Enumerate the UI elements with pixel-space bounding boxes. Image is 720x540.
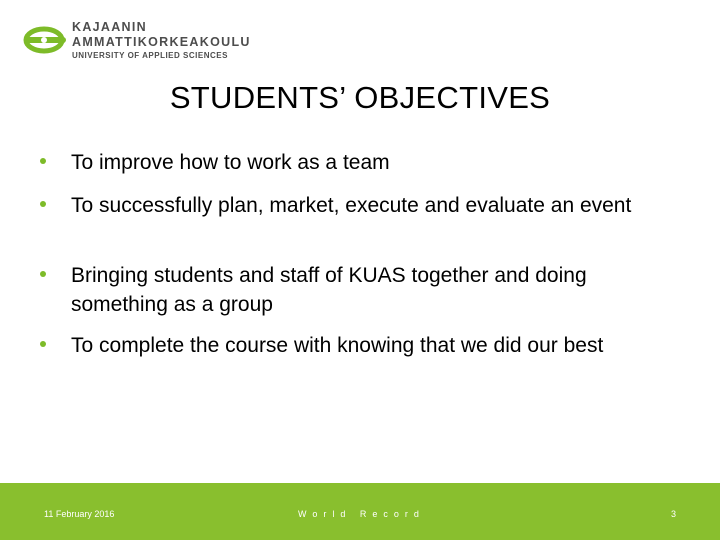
page-number: 3 bbox=[671, 509, 677, 519]
footer-bar bbox=[0, 483, 720, 540]
list-item-text: To successfully plan, market, execute and evaluate an event bbox=[71, 194, 632, 217]
list-item-text: Bringing students and staff of KUAS together and doing something as a group bbox=[71, 264, 587, 316]
bullet-icon bbox=[40, 271, 46, 277]
logo-name-line1: KAJAANIN bbox=[72, 20, 147, 34]
footer-date: 11 February 2016 bbox=[44, 509, 115, 519]
slide-title: STUDENTS’ OBJECTIVES bbox=[169, 80, 551, 115]
list-item-text: To improve how to work as a team bbox=[71, 151, 390, 174]
logo-name-line2: AMMATTIKORKEAKOULU bbox=[72, 35, 251, 49]
university-logo bbox=[22, 20, 251, 66]
footer-title: World Record bbox=[298, 509, 425, 519]
bullet-icon bbox=[40, 201, 46, 207]
bullet-icon bbox=[40, 158, 46, 164]
list-item-text: To complete the course with knowing that we did our best bbox=[71, 334, 604, 357]
bullet-icon bbox=[40, 341, 46, 347]
logo-subtitle: UNIVERSITY OF APPLIED SCIENCES bbox=[72, 51, 228, 60]
kuas-logo-icon bbox=[22, 23, 70, 57]
